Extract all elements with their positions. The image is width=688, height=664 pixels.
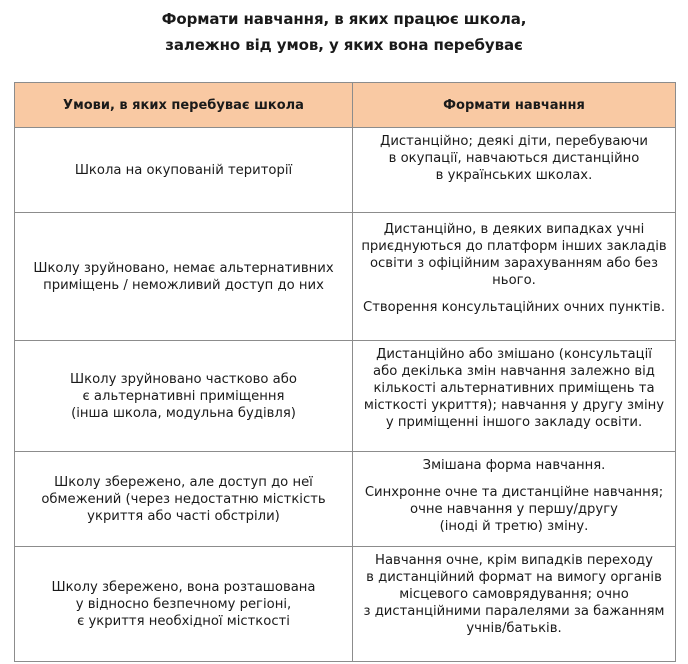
condition-cell — [15, 341, 353, 452]
table-row — [15, 128, 676, 213]
title-line-1: Формати навчання, в яких працює школа, — [161, 10, 527, 28]
formats-cell — [353, 213, 676, 341]
formats-paragraph — [359, 346, 669, 431]
formats-line: освіти з офіційним зарахуванням або без — [369, 256, 658, 271]
formats-line: нього. — [492, 273, 536, 288]
condition-line: Школу зруйновано, немає альтернативних — [33, 260, 334, 276]
condition-line: укриття або часті обстріли) — [87, 508, 280, 524]
condition-line: Школу збережено, але доступ до неї — [54, 474, 313, 490]
formats-table — [14, 82, 676, 662]
formats-cell — [353, 547, 676, 662]
formats-line: (іноді й третю) зміну. — [439, 519, 589, 534]
formats-line: місткості укриття); навчання у другу зміну — [363, 398, 665, 413]
formats-cell — [353, 341, 676, 452]
formats-line: Синхронне очне та дистанційне навчання; — [364, 485, 664, 500]
condition-cell — [15, 213, 353, 341]
formats-paragraph — [359, 221, 669, 289]
formats-line: очне навчання у першу/другу — [410, 502, 618, 517]
condition-line: Школу зруйновано частково або — [70, 371, 297, 387]
table-row — [15, 213, 676, 341]
formats-line: Дистанційно, в деяких випадках учні — [383, 222, 645, 237]
condition-line: є укриття необхідної місткості — [77, 613, 290, 629]
formats-paragraph — [359, 457, 669, 474]
formats-line: в окупації, навчаються дистанційно — [388, 151, 640, 166]
formats-paragraph — [359, 484, 669, 535]
formats-line: учнів/батьків. — [466, 621, 562, 636]
formats-cell — [353, 128, 676, 213]
condition-cell — [15, 547, 353, 662]
formats-line: з дистанційними паралелями за бажанням — [363, 604, 665, 619]
formats-line: Дистанційно або змішано (консультації — [376, 347, 652, 362]
formats-paragraph — [359, 299, 669, 316]
formats-paragraph — [359, 552, 669, 637]
formats-line: в дистанційний формат на вимогу органів — [366, 570, 662, 585]
title-line-2: залежно від умов, у яких вона перебуває — [165, 36, 523, 54]
formats-line: місцевого самоврядування; очно — [399, 587, 629, 602]
formats-line: Створення консультаційних очних пунктів. — [362, 300, 666, 315]
condition-line: у відносно безпечному регіоні, — [75, 596, 292, 612]
formats-line: кількості альтернативних приміщень та — [373, 381, 655, 396]
formats-line: в українських школах. — [435, 168, 593, 183]
table-row — [15, 341, 676, 452]
document-title — [0, 6, 688, 58]
table-row — [15, 547, 676, 662]
formats-line: у приміщенні іншого закладу освіти. — [385, 415, 643, 430]
formats-line: приєднуються до платформ інших закладів — [361, 239, 667, 254]
formats-cell — [353, 452, 676, 547]
formats-line: Дистанційно; деякі діти, перебуваючи — [380, 134, 648, 149]
header-formats: Формати навчання — [353, 83, 676, 128]
condition-line: Школа на окупованій території — [74, 162, 293, 178]
condition-line: приміщень / неможливий доступ до них — [43, 277, 324, 293]
formats-line: Навчання очне, крім випадків переходу — [375, 553, 653, 568]
formats-line: або декілька змін навчання залежно від — [373, 364, 655, 379]
header-conditions: Умови, в яких перебуває школа — [15, 83, 353, 128]
formats-line: Змішана форма навчання. — [422, 458, 606, 473]
condition-cell — [15, 128, 353, 213]
table-header-row — [15, 83, 676, 128]
formats-paragraph — [359, 133, 669, 184]
condition-line: обмежений (через недостатню місткість — [41, 491, 326, 507]
condition-line: є альтернативні приміщення — [82, 388, 285, 404]
condition-cell — [15, 452, 353, 547]
table-row — [15, 452, 676, 547]
condition-line: Школу збережено, вона розташована — [51, 579, 316, 595]
condition-line: (інша школа, модульна будівля) — [71, 405, 296, 421]
